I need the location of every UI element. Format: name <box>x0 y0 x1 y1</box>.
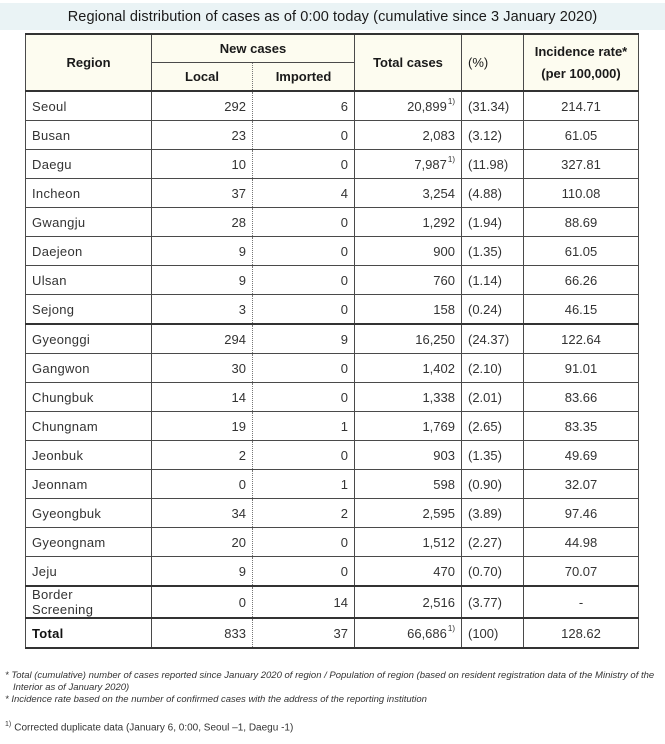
cell-total <box>355 295 462 325</box>
cell-imported: 0 <box>253 121 355 150</box>
cell-local: 2 <box>152 441 253 470</box>
header-new-cases: New cases <box>152 34 355 63</box>
table-row-total <box>26 618 639 648</box>
header-incidence-line2: (per 100,000) <box>541 65 621 81</box>
cell-incidence: - <box>524 586 639 618</box>
table-row <box>26 528 639 557</box>
table-row <box>26 150 639 179</box>
cell-percent: (2.01) <box>462 383 524 412</box>
header-imported: Imported <box>253 63 355 92</box>
cell-percent: (0.90) <box>462 470 524 499</box>
cell-percent: (1.94) <box>462 208 524 237</box>
total-value: 2,083 <box>422 127 455 143</box>
cell-imported: 9 <box>253 324 355 354</box>
cell-local: 0 <box>152 586 253 618</box>
cell-incidence: 97.46 <box>524 499 639 528</box>
cell-incidence: 32.07 <box>524 470 639 499</box>
cell-local: 23 <box>152 121 253 150</box>
cell-incidence: 88.69 <box>524 208 639 237</box>
cell-percent: (3.77) <box>462 586 524 618</box>
table-row <box>26 324 639 354</box>
table-notes <box>5 670 660 734</box>
total-value: 1,402 <box>422 360 455 376</box>
cell-percent: (1.35) <box>462 441 524 470</box>
total-value: 7,987 <box>414 156 447 172</box>
cell-total <box>355 383 462 412</box>
cell-local: 34 <box>152 499 253 528</box>
cell-percent: (4.88) <box>462 179 524 208</box>
table-row <box>26 354 639 383</box>
cell-imported: 1 <box>253 412 355 441</box>
cell-percent: (3.89) <box>462 499 524 528</box>
cell-percent: (11.98) <box>462 150 524 179</box>
cell-percent: (100) <box>462 618 524 648</box>
cell-region: Seoul <box>26 91 152 121</box>
cell-imported: 0 <box>253 441 355 470</box>
cell-incidence: 83.66 <box>524 383 639 412</box>
cell-imported: 0 <box>253 354 355 383</box>
cell-imported: 6 <box>253 91 355 121</box>
cell-region: Ulsan <box>26 266 152 295</box>
cell-region: Jeonbuk <box>26 441 152 470</box>
table-header <box>26 34 639 91</box>
cell-local: 20 <box>152 528 253 557</box>
cell-total <box>355 208 462 237</box>
footnote-duplicate-correction <box>5 719 660 734</box>
cell-incidence: 122.64 <box>524 324 639 354</box>
cell-incidence: 214.71 <box>524 91 639 121</box>
cell-total <box>355 266 462 295</box>
cell-total <box>355 441 462 470</box>
cell-local: 9 <box>152 237 253 266</box>
total-value: 66,686 <box>407 625 447 641</box>
cell-total <box>355 499 462 528</box>
cell-percent: (2.27) <box>462 528 524 557</box>
table-row <box>26 266 639 295</box>
cell-percent: (0.70) <box>462 557 524 587</box>
cell-total <box>355 528 462 557</box>
total-value: 1,769 <box>422 418 455 434</box>
cell-incidence: 49.69 <box>524 441 639 470</box>
cell-local: 9 <box>152 557 253 587</box>
table-title-text: Regional distribution of cases as of 0:00 today (cumulative since 3 January 2020) <box>67 8 598 25</box>
cell-percent: (2.10) <box>462 354 524 383</box>
total-value: 20,899 <box>407 98 447 114</box>
table-row <box>26 91 639 121</box>
cell-region: Busan <box>26 121 152 150</box>
region-line1: Border <box>32 587 73 602</box>
cell-region: Daejeon <box>26 237 152 266</box>
regional-distribution-table <box>25 33 639 649</box>
table-row <box>26 179 639 208</box>
cell-imported: 0 <box>253 383 355 412</box>
cell-local: 30 <box>152 354 253 383</box>
cell-imported: 4 <box>253 179 355 208</box>
table-row-border-screening <box>26 586 639 618</box>
cell-total <box>355 557 462 587</box>
cell-imported: 0 <box>253 528 355 557</box>
cell-local: 3 <box>152 295 253 325</box>
cell-region: Gyeongbuk <box>26 499 152 528</box>
cell-imported: 0 <box>253 266 355 295</box>
header-local: Local <box>152 63 253 92</box>
cell-local: 9 <box>152 266 253 295</box>
cell-local: 19 <box>152 412 253 441</box>
cell-imported: 0 <box>253 237 355 266</box>
cell-percent: (0.24) <box>462 295 524 325</box>
cell-percent: (24.37) <box>462 324 524 354</box>
footnote-marker: 1) <box>5 721 12 728</box>
cell-region: Gwangju <box>26 208 152 237</box>
cell-local: 294 <box>152 324 253 354</box>
table-row <box>26 470 639 499</box>
cell-region: Chungbuk <box>26 383 152 412</box>
cell-incidence: 61.05 <box>524 237 639 266</box>
cell-region: Daegu <box>26 150 152 179</box>
cell-local: 0 <box>152 470 253 499</box>
note-incidence-definition: * Total (cumulative) number of cases reported since January 2020 of region / Population of region (based on resident registration data of the Ministry of the Interior as of January 2020) <box>5 670 655 693</box>
cell-region: Gyeongnam <box>26 528 152 557</box>
table-row <box>26 237 639 266</box>
total-value: 3,254 <box>422 185 455 201</box>
table-row <box>26 295 639 325</box>
cell-local: 10 <box>152 150 253 179</box>
total-value: 1,512 <box>422 534 455 550</box>
cell-imported: 0 <box>253 208 355 237</box>
header-total-cases: Total cases <box>355 34 462 91</box>
table-row <box>26 412 639 441</box>
cell-total <box>355 324 462 354</box>
cell-total <box>355 618 462 648</box>
total-value: 903 <box>433 447 455 463</box>
cell-imported: 0 <box>253 557 355 587</box>
total-value: 16,250 <box>415 331 455 347</box>
note-incidence-basis: * Incidence rate based on the number of confirmed cases with the address of the reporting institution <box>5 694 427 705</box>
cell-local: 28 <box>152 208 253 237</box>
cell-percent: (3.12) <box>462 121 524 150</box>
cell-incidence: 70.07 <box>524 557 639 587</box>
cell-imported: 2 <box>253 499 355 528</box>
cell-local: 292 <box>152 91 253 121</box>
total-value: 900 <box>433 243 455 259</box>
total-value: 158 <box>433 301 455 317</box>
cell-region: Total <box>26 618 152 648</box>
footnote-text: Corrected duplicate data (January 6, 0:00, Seoul –1, Daegu -1) <box>14 722 294 734</box>
cell-region: Gangwon <box>26 354 152 383</box>
cell-region: Sejong <box>26 295 152 325</box>
cell-percent: (1.35) <box>462 237 524 266</box>
cell-local: 37 <box>152 179 253 208</box>
table-row <box>26 557 639 587</box>
cell-incidence: 128.62 <box>524 618 639 648</box>
cell-incidence: 110.08 <box>524 179 639 208</box>
table-row <box>26 499 639 528</box>
total-value: 598 <box>433 476 455 492</box>
cell-incidence: 91.01 <box>524 354 639 383</box>
total-value: 1,338 <box>422 389 455 405</box>
header-region: Region <box>26 34 152 91</box>
table-row <box>26 383 639 412</box>
total-value: 1,292 <box>422 214 455 230</box>
table-row <box>26 121 639 150</box>
total-value: 2,595 <box>422 505 455 521</box>
cell-incidence: 83.35 <box>524 412 639 441</box>
cell-incidence: 66.26 <box>524 266 639 295</box>
header-incidence-rate <box>524 34 639 91</box>
cell-imported: 1 <box>253 470 355 499</box>
cell-imported: 0 <box>253 150 355 179</box>
cell-total <box>355 412 462 441</box>
total-value: 470 <box>433 563 455 579</box>
cell-percent: (2.65) <box>462 412 524 441</box>
cell-region <box>26 586 152 618</box>
cell-region: Jeju <box>26 557 152 587</box>
cell-region: Jeonnam <box>26 470 152 499</box>
cell-imported: 14 <box>253 586 355 618</box>
table-row <box>26 208 639 237</box>
cell-region: Chungnam <box>26 412 152 441</box>
cell-total <box>355 91 462 121</box>
header-percent: (%) <box>462 34 524 91</box>
footnote-ref: 1) <box>447 154 455 164</box>
footnote-ref: 1) <box>447 96 455 106</box>
cell-total <box>355 237 462 266</box>
cell-total <box>355 150 462 179</box>
header-incidence-line1: Incidence rate* <box>534 43 628 59</box>
table-body <box>26 91 639 648</box>
cell-imported: 37 <box>253 618 355 648</box>
table-row <box>26 441 639 470</box>
footnote-ref: 1) <box>447 623 455 633</box>
cell-total: 2,516 <box>355 586 462 618</box>
cell-total <box>355 121 462 150</box>
cell-incidence: 327.81 <box>524 150 639 179</box>
cell-local: 833 <box>152 618 253 648</box>
cell-total <box>355 470 462 499</box>
region-line2: Screening <box>32 602 94 617</box>
total-value: 760 <box>433 272 455 288</box>
cell-incidence: 61.05 <box>524 121 639 150</box>
cell-region: Incheon <box>26 179 152 208</box>
table-title <box>0 3 665 30</box>
cell-incidence: 46.15 <box>524 295 639 325</box>
cell-local: 14 <box>152 383 253 412</box>
cell-total <box>355 179 462 208</box>
cell-percent: (31.34) <box>462 91 524 121</box>
cell-percent: (1.14) <box>462 266 524 295</box>
cell-total <box>355 354 462 383</box>
cell-incidence: 44.98 <box>524 528 639 557</box>
cell-region: Gyeonggi <box>26 324 152 354</box>
cell-imported: 0 <box>253 295 355 325</box>
